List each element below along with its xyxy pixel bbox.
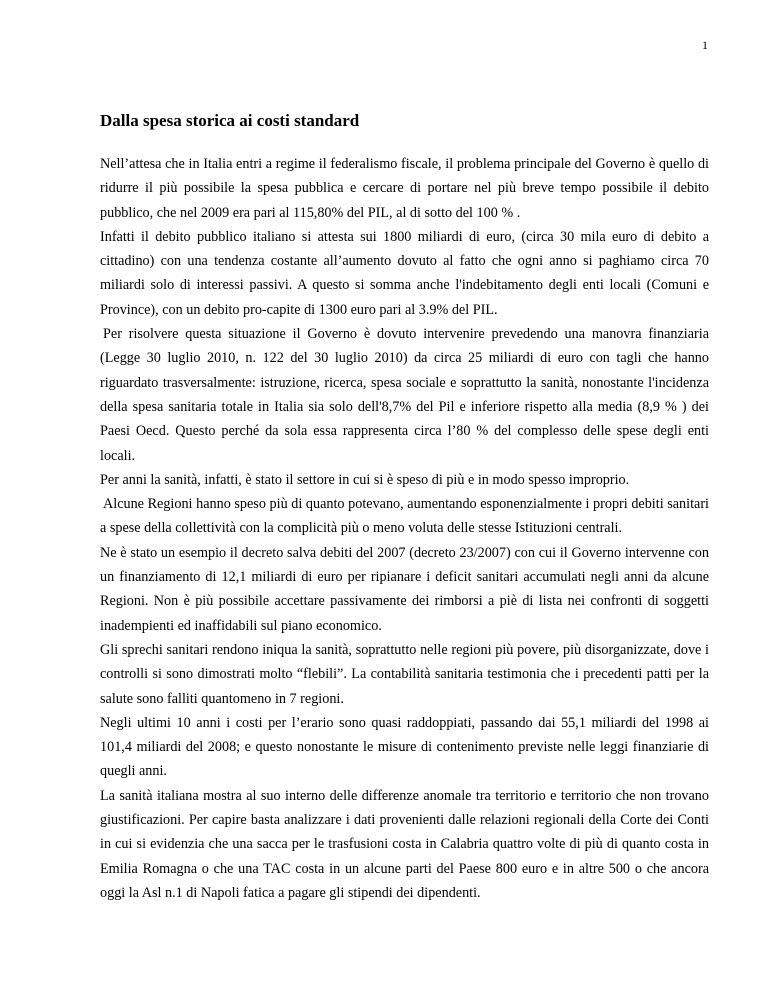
page-number: 1 bbox=[702, 38, 708, 52]
paragraph-2: Infatti il debito pubblico italiano si attesta sui 1800 miliardi di euro, (circa 30 mila euro di debito a cittadino) con una tendenza costante all’aumento dovuto al fatto che ogni anno si paghiamo circa 70 miliardi solo di interessi passivi. A questo si somma anche l'indebitamento degli enti locali (Comuni e Province), con un debito pro-capite di 1300 euro pari al 3.9% del PIL. bbox=[100, 228, 709, 318]
paragraph-1: Nell’attesa che in Italia entri a regime il federalismo fiscale, il problema principale del Governo è quello di ridurre il più possibile la spesa pubblica e cercare di portare nel più breve tempo possibile il debito pubblico, che nel 2009 era pari al 115,80% del PIL, al di sotto del 100 % . bbox=[100, 156, 709, 221]
paragraph-7: Gli sprechi sanitari rendono iniqua la sanità, soprattutto nelle regioni più povere, più disorganizzate, dove i controlli si sono dimostrati molto “flebili”. La contabilità sanitaria testimonia che i precedenti patti per la salute sono falliti quantomeno in 7 regioni. bbox=[100, 641, 709, 707]
paragraph-3: Per risolvere questa situazione il Governo è dovuto intervenire prevedendo una manovra finanziaria (Legge 30 luglio 2010, n. 122 del 30 luglio 2010) da circa 25 miliardi di euro con tagli che hanno riguardato trasversalmente: istruzione, ricerca, spesa sociale e soprattutto la sanità, nonostante l'incidenza della spesa sanitaria totale in Italia sia solo dell'8,7% del Pil e inferiore rispetto alla media (8,9 % ) dei Paesi Oecd. Questo perché da sola essa rappresenta circa l’80 % del complesso delle spese degli enti locali. bbox=[100, 326, 709, 464]
paragraph-6: Ne è stato un esempio il decreto salva debiti del 2007 (decreto 23/2007) con cui il Governo intervenne con un finanziamento di 12,1 miliardi di euro per ripianare i deficit sanitari accumulati negli anni da alcune Regioni. Non è più possibile accettare passivamente dei rimborsi a piè di lista nei confronti di soggetti inadempienti ed inaffidabili sul piano economico. bbox=[100, 544, 709, 634]
paragraph-4: Per anni la sanità, infatti, è stato il settore in cui si è speso di più e in modo spesso improprio. bbox=[100, 471, 630, 488]
paragraph-5: Alcune Regioni hanno speso più di quanto potevano, aumentando esponenzialmente i propri debiti sanitari a spese della collettività con la complicità più o meno voluta delle stesse Istituzioni centrali. bbox=[100, 496, 709, 537]
document-body bbox=[100, 152, 709, 905]
document-title: Dalla spesa storica ai costi standard bbox=[100, 111, 360, 130]
paragraph-9: La sanità italiana mostra al suo interno delle differenze anomale tra territorio e territorio che non trovano giustificazioni. Per capire basta analizzare i dati provenienti dalle relazioni regionali della Corte dei Conti in cui si evidenzia che una sacca per le trasfusioni costa in Calabria quattro volte di più di quanto costa in Emilia Romagna o che una TAC costa in un alcune parti del Paese 800 euro e in altre 500 o che ancora oggi la Asl n.1 di Napoli fatica a pagare gli stipendi dei dipendenti. bbox=[100, 787, 709, 901]
paragraph-8: Negli ultimi 10 anni i costi per l’erario sono quasi raddoppiati, passando dai 55,1 miliardi del 1998 ai 101,4 miliardi del 2008; e questo nonostante le misure di contenimento previste nelle leggi finanziarie di quegli anni. bbox=[100, 714, 709, 780]
